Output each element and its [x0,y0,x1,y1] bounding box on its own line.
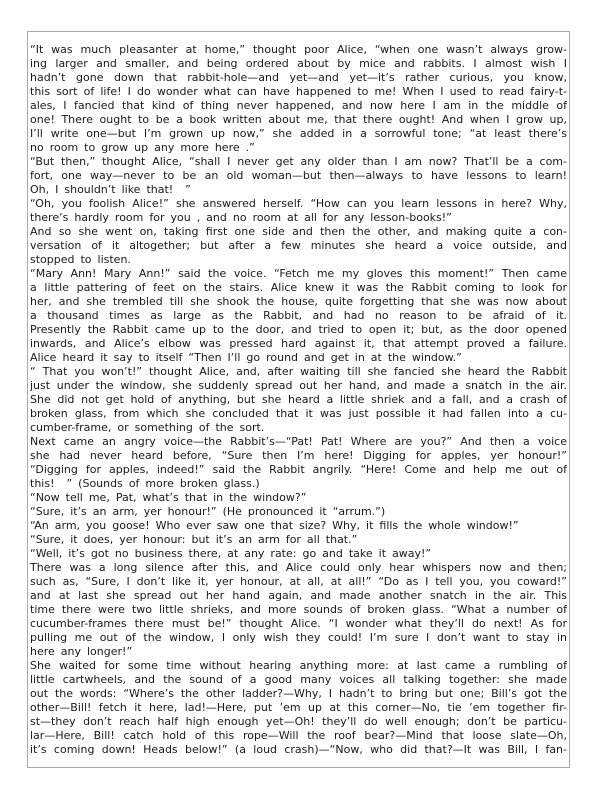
text-line: time there were two little shrieks, and more sounds of broken glass. “What a number of [30,603,567,616]
text-line: inwards, and Alice’s elbow was pressed hard against it, that attempt proved a failure. [30,337,567,350]
text-line: broken glass, from which she concluded that it was just possible it had fallen into a cu- [30,407,567,420]
text-line: hadn’t gone down that rabbit-hole—and yet—and yet—it’s rather curious, you know, [30,71,567,84]
text-line: just under the window, she suddenly spread out her hand, and made a snatch in the air. [30,379,567,392]
text-line: “Sure, it does, yer honour: but it’s an arm for all that.” [30,533,358,546]
text-line: ing larger and smaller, and being ordered about by mice and rabbits. I almost wish I [30,57,567,70]
text-line: “Sure, it’s an arm, yer honour!” (He pronounced it “arrum.”) [30,505,386,518]
text-line: a little pattering of feet on the stairs. Alice knew it was the Rabbit coming to look for [30,281,567,294]
text-line: fort, one way—never to be an old woman—but then—always to have lessons to learn! [30,169,567,182]
text-line: “An arm, you goose! Who ever saw one that size? Why, it fills the whole window!” [30,519,519,532]
text-line: “ That you won’t!” thought Alice, and, after waiting till she fancied she heard the Rabbit [30,365,567,378]
text-line: it’s coming down! Heads below!” (a loud crash)—“Now, who did that?—It was Bill, I fan- [30,743,567,756]
text-line: And so she went on, taking first one side and then the other, and making quite a con- [30,225,567,238]
text-line: no room to grow up any more here .” [30,141,255,154]
text-page-frame [27,31,570,768]
text-line: pulling me out of the window, I only wish they could! I’m sure I don’t want to stay in [30,631,567,644]
text-line: “Digging for apples, indeed!” said the Rabbit angrily. “Here! Come and help me out of [30,463,567,476]
text-line: Next came an angry voice—the Rabbit’s—“Pat! Pat! Where are you?” And then a voice [30,435,567,448]
text-line: “Mary Ann! Mary Ann!” said the voice. “Fetch me my gloves this moment!” Then came [30,267,567,280]
text-line: She did not get hold of anything, but she heard a little shriek and a fall, and a crash of [30,393,567,406]
text-line: her, and she trembled till she shook the house, quite forgetting that she was now about [30,295,567,308]
text-line: I’ll write one—but I’m grown up now,” she added in a sorrowful tone; “at least there’s [30,127,567,140]
text-line: st—they don’t reach half high enough yet—Oh! they’ll do well enough; don’t be particu- [30,715,567,728]
text-line: this! ” (Sounds of more broken glass.) [30,477,260,490]
text-line: this sort of life! I do wonder what can have happened to me! When I used to read fairy-t- [30,85,567,98]
text-line: one! There ought to be a book written about me, that there ought! And when I grow up, [30,113,567,126]
text-line: there’s hardly room for you , and no room at all for any lesson-books!” [30,211,452,224]
book-text-column [28,32,569,767]
text-line: and at last she spread out her hand again, and made another snatch in the air. This [30,589,567,602]
text-line: “Well, it’s got no business there, at any rate: go and take it away!” [30,547,432,560]
text-line: such as, “Sure, I don’t like it, yer honour, at all, at all!” “Do as I tell you, you coward!” [30,575,567,588]
text-line: other—Bill! fetch it here, lad!—Here, put ’em up at this corner—No, tie ’em together fir- [30,701,567,714]
text-line: a thousand times as large as the Rabbit, and had no reason to be afraid of it. [30,309,567,322]
text-line: out the words: “Where’s the other ladder?—Why, I hadn’t to bring but one; Bill’s got the [30,687,567,700]
text-line: “Now tell me, Pat, what’s that in the window?” [30,491,307,504]
text-line: Oh, I shouldn’t like that! ” [30,183,191,196]
text-line: Alice heard it say to itself “Then I’ll go round and get in at the window.” [30,351,462,364]
text-line: “Oh, you foolish Alice!” she answered herself. “How can you learn lessons in here? Why, [30,197,567,210]
text-line: Presently the Rabbit came up to the door, and tried to open it; but, as the door opened [30,323,567,336]
text-line: cucumber-frames there must be!” thought Alice. “I wonder what they’ll do next! As for [30,617,567,630]
text-line: she had never heard before, “Sure then I’m here! Digging for apples, yer honour!” [30,449,567,462]
text-line: “But then,” thought Alice, “shall I never get any older than I am now? That’ll be a com- [30,155,567,168]
text-line: She waited for some time without hearing anything more: at last came a rumbling of [30,659,567,672]
text-line: “It was much pleasanter at home,” thought poor Alice, “when one wasn’t always grow- [30,43,567,56]
text-line: here any longer!” [30,645,133,658]
text-line: versation of it altogether; but after a few minutes she heard a voice outside, and [30,239,567,252]
text-line: lar—Here, Bill! catch hold of this rope—Will the roof bear?—Mind that loose slate—Oh, [30,729,567,742]
text-line: ales, I fancied that kind of thing never happened, and now here I am in the middle of [30,99,567,112]
text-line: There was a long silence after this, and Alice could only hear whispers now and then; [30,561,567,574]
text-line: little cartwheels, and the sound of a good many voices all talking together: she made [30,673,567,686]
text-line: cumber-frame, or something of the sort. [30,421,265,434]
text-line: stopped to listen. [30,253,131,266]
